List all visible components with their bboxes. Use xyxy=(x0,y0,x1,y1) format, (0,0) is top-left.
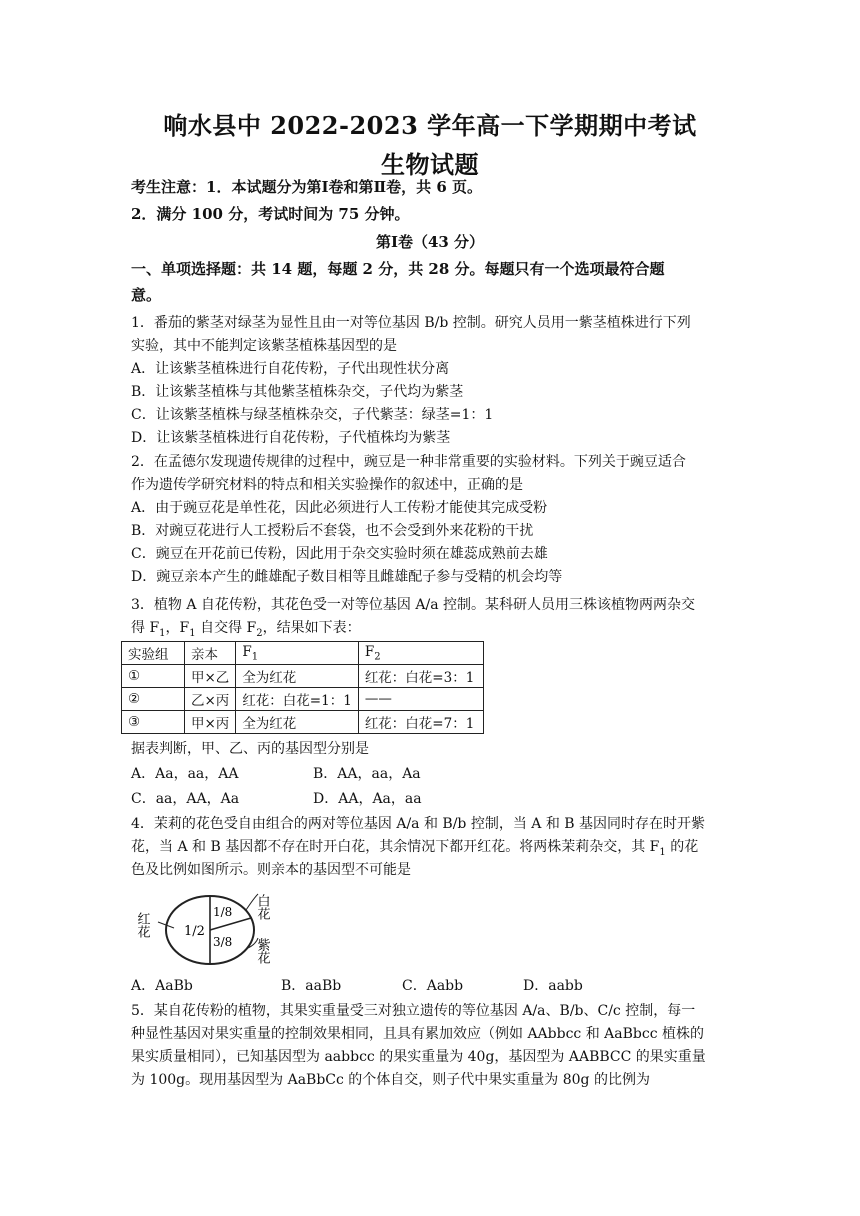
q2-option-a: A．由于豌豆花是单性花，因此必须进行人工传粉才能使其完成受粉 xyxy=(131,500,548,516)
q4-stem: 4．茉莉的花色受自由组合的两对等位基因 A/a 和 B/b 控制，当 A 和 B 基因同时存在时开紫 xyxy=(131,816,706,832)
q4-option-c: C．Aabb xyxy=(402,978,464,994)
pie-label-white: 白花 xyxy=(254,894,270,920)
notice-line-1: 考生注意：1．本试题分为第Ⅰ卷和第Ⅱ卷，共 6 页。 xyxy=(131,178,482,196)
q1-option-a: A．让该紫茎植株进行自花传粉，子代出现性状分离 xyxy=(131,361,450,377)
q4-flower-color-pie xyxy=(134,888,278,970)
cell-f1: 全为红花 xyxy=(236,711,359,734)
q5-stem-cont: 种显性基因对果实重量的控制效果相同，且具有累加效应（例如 AAbbcc 和 AaBbcc 植株的 xyxy=(131,1026,705,1042)
cell-f1: 全为红花 xyxy=(236,665,359,688)
q5-stem: 5．某自花传粉的植物，其果实重量受三对独立遗传的等位基因 A/a、B/b、C/c 控制，每一 xyxy=(131,1003,696,1019)
q2-option-d: D．豌豆亲本产生的雌雄配子数目相等且雌雄配子参与受精的机会均等 xyxy=(131,569,563,585)
cell-parents: 甲×丙 xyxy=(185,711,236,734)
q2-option-c: C．豌豆在开花前已传粉，因此用于杂交实验时须在雄蕊成熟前去雄 xyxy=(131,546,548,562)
q1-option-b: B．让该紫茎植株与其他紫茎植株杂交，子代均为紫茎 xyxy=(131,384,464,400)
q5-stem-cont-3: 为 100g。现用基因型为 AaBbCc 的个体自交，则子代中果实重量为 80g 的比例为 xyxy=(131,1072,650,1088)
exam-title: 响水县中 2022-2023 学年高一下学期期中考试 xyxy=(163,111,697,140)
table-row xyxy=(122,665,484,688)
part1-heading: 一、单项选择题：共 14 题，每题 2 分，共 28 分。每题只有一个选项最符合题 xyxy=(131,260,665,278)
q1-option-c: C．让该紫茎植株与绿茎植株杂交，子代紫茎：绿茎=1：1 xyxy=(131,407,494,423)
q3-option-d: D．AA，Aa，aa xyxy=(313,791,422,807)
cell-parents: 乙×丙 xyxy=(185,688,236,711)
q4-option-d: D．aabb xyxy=(523,978,583,994)
part1-heading-cont: 意。 xyxy=(131,286,162,304)
q3-option-c: C．aa，AA，Aa xyxy=(131,791,240,807)
q3-option-b: B．AA，aa，Aa xyxy=(313,766,421,782)
q3-results-table xyxy=(121,641,484,734)
q2-stem: 2．在孟德尔发现遗传规律的过程中，豌豆是一种非常重要的实验材料。下列关于豌豆适合 xyxy=(131,454,686,470)
table-header-row xyxy=(122,642,484,665)
q3-question: 据表判断，甲、乙、丙的基因型分别是 xyxy=(131,741,369,757)
header-f1: $F_1$ xyxy=(236,642,359,665)
pie-divider-right xyxy=(210,918,251,930)
cell-f1: 红花：白花=1：1 xyxy=(236,688,359,711)
header-group: 实验组 xyxy=(122,642,185,665)
q2-stem-cont: 作为遗传学研究材料的特点和相关实验操作的叙述中，正确的是 xyxy=(131,477,523,493)
table-row xyxy=(122,711,484,734)
q4-options-row xyxy=(131,975,731,997)
q3-options-row-1 xyxy=(131,763,731,785)
notice-line-2: 2．满分 100 分，考试时间为 75 分钟。 xyxy=(131,205,410,223)
cell-group: ③ xyxy=(122,711,185,734)
cell-f2: 红花：白花=7：1 xyxy=(358,711,483,734)
exam-subtitle: 生物试题 xyxy=(381,150,479,179)
q3-options-row-2 xyxy=(131,788,731,810)
q4-stem-cont-2: 色及比例如图所示。则亲本的基因型不可能是 xyxy=(131,862,411,878)
cell-group: ① xyxy=(122,665,185,688)
cell-f2: 红花：白花=3：1 xyxy=(358,665,483,688)
q3-option-a: A．Aa，aa，AA xyxy=(131,766,239,782)
cell-group: ② xyxy=(122,688,185,711)
pie-value-white: 1/8 xyxy=(213,905,233,919)
section-title: 第Ⅰ卷（43 分） xyxy=(375,233,485,251)
cell-parents: 甲×乙 xyxy=(185,665,236,688)
table-row xyxy=(122,688,484,711)
q4-option-b: B．aaBb xyxy=(281,978,342,994)
q1-stem: 1．番茄的紫茎对绿茎为显性且由一对等位基因 B/b 控制。研究人员用一紫茎植株进行下列 xyxy=(131,315,691,331)
q3-stem-cont: 得 $F_1$，$F_1$ 自交得 $F_2$，结果如下表： xyxy=(131,620,361,639)
q5-stem-cont-2: 果实质量相同），已知基因型为 aabbcc 的果实重量为 40g，基因型为 AABBCC 的果实重量 xyxy=(131,1049,706,1065)
pie-value-purple: 3/8 xyxy=(213,935,233,949)
q4-stem-cont: 花，当 A 和 B 基因都不存在时开白花，其余情况下都开红花。将两株茉莉杂交，其 $F_1$ 的花 xyxy=(131,839,699,858)
header-f2: $F_2$ xyxy=(358,642,483,665)
q2-option-b: B．对豌豆花进行人工授粉后不套袋，也不会受到外来花粉的干扰 xyxy=(131,523,534,539)
header-parents: 亲本 xyxy=(185,642,236,665)
pie-label-red: 红花 xyxy=(134,912,150,938)
pie-label-purple: 紫花 xyxy=(254,938,270,964)
q1-stem-cont: 实验，其中不能判定该紫茎植株基因型的是 xyxy=(131,338,397,354)
q3-stem: 3．植物 A 自花传粉，其花色受一对等位基因 A/a 控制。某科研人员用三株该植物两两杂交 xyxy=(131,597,695,613)
pie-value-red: 1/2 xyxy=(184,924,205,939)
cell-f2: —— xyxy=(358,688,483,711)
q4-option-a: A．AaBb xyxy=(131,978,193,994)
q1-option-d: D．让该紫茎植株进行自花传粉，子代植株均为紫茎 xyxy=(131,430,451,446)
